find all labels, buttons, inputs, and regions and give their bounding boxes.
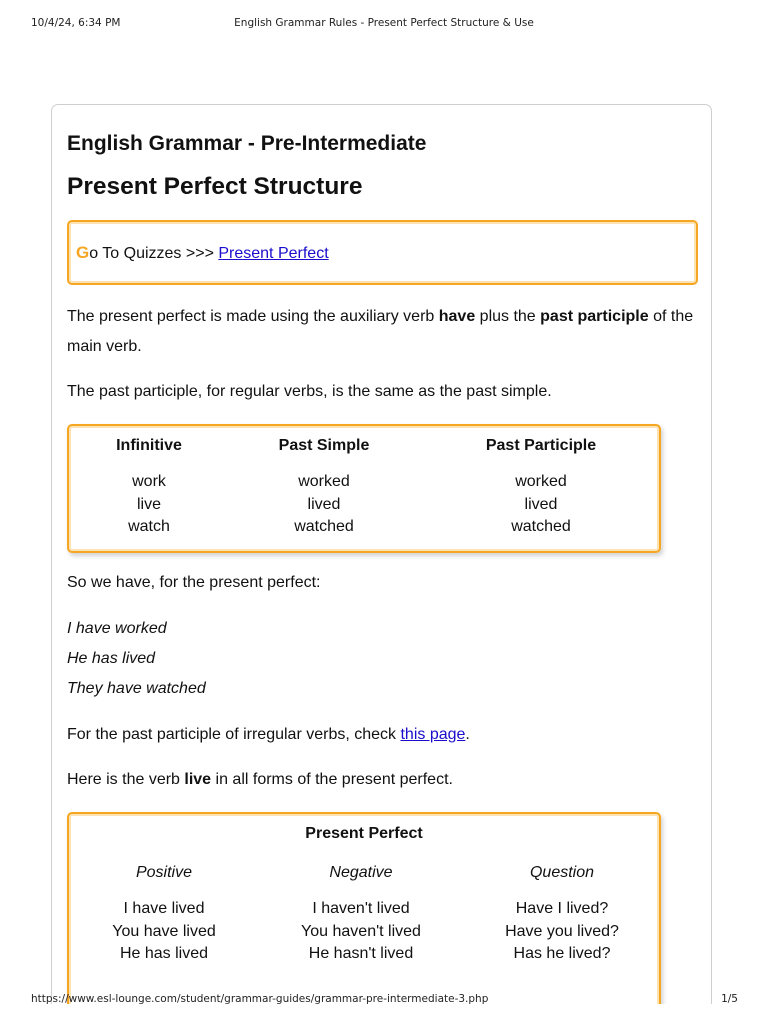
irregular-verbs-link[interactable]: this page bbox=[400, 726, 466, 743]
page-title: Present Perfect Structure bbox=[67, 173, 363, 200]
table-cell: He hasn't lived bbox=[308, 945, 414, 962]
print-page-number: 1/5 bbox=[721, 993, 738, 1005]
print-doc-title: English Grammar Rules - Present Perfect Structure & Use bbox=[234, 17, 534, 29]
live-forms-paragraph bbox=[67, 765, 699, 795]
intro-text-1: The present perfect is made using the auxiliary verb bbox=[67, 308, 439, 325]
table-cell: work bbox=[132, 473, 166, 490]
table-column-negative bbox=[266, 864, 456, 966]
example-sentence: I have worked bbox=[67, 620, 167, 637]
table-cell: I haven't lived bbox=[312, 900, 410, 917]
content-card bbox=[51, 104, 712, 1004]
table-cell: You haven't lived bbox=[301, 922, 421, 940]
example-sentence: He has lived bbox=[67, 650, 156, 667]
table-cell: watch bbox=[128, 518, 170, 535]
table-header-past-simple: Past Simple bbox=[278, 437, 370, 454]
table-header-past-participle: Past Participle bbox=[485, 437, 597, 454]
quiz-first-letter: G bbox=[76, 243, 90, 262]
table-column-past-participle bbox=[461, 437, 621, 539]
intro-text-3: of the main verb. bbox=[67, 308, 694, 355]
table-column-positive bbox=[79, 864, 249, 966]
table-cell: He has lived bbox=[119, 945, 209, 962]
table-cell: You have lived bbox=[112, 922, 216, 940]
table-column-infinitive bbox=[74, 437, 224, 539]
level-title: English Grammar - Pre-Intermediate bbox=[67, 132, 427, 155]
table-cell: Have I lived? bbox=[515, 900, 609, 917]
live-forms-text-end: in all forms of the present perfect. bbox=[211, 771, 453, 788]
table-header-question: Question bbox=[529, 864, 595, 881]
table-cell: watched bbox=[511, 518, 571, 535]
table-header-negative: Negative bbox=[329, 864, 393, 881]
table-cell: live bbox=[136, 495, 161, 513]
table-cell: I have lived bbox=[123, 900, 205, 917]
table-cell: worked bbox=[298, 473, 350, 490]
table-cell: lived bbox=[524, 495, 558, 513]
table-cell: Has he lived? bbox=[513, 945, 611, 962]
example-sentence: They have watched bbox=[67, 680, 206, 697]
quiz-callout bbox=[67, 220, 698, 285]
table-cell: worked bbox=[515, 473, 567, 490]
table-column-past-simple bbox=[249, 437, 399, 539]
present-perfect-table-title: Present Perfect bbox=[305, 825, 423, 842]
table-cell: lived bbox=[307, 495, 341, 513]
intro-text-2: plus the bbox=[475, 308, 541, 325]
table-header-infinitive: Infinitive bbox=[116, 437, 182, 454]
print-datetime: 10/4/24, 6:34 PM bbox=[31, 17, 121, 29]
live-forms-bold-live: live bbox=[184, 771, 212, 788]
table-header-positive: Positive bbox=[135, 864, 193, 881]
regular-verbs-paragraph: The past participle, for regular verbs, is the same as the past simple. bbox=[67, 383, 552, 400]
intro-paragraph bbox=[67, 302, 699, 362]
print-url: https://www.esl-lounge.com/student/grammar-guides/grammar-pre-intermediate-3.php bbox=[31, 993, 489, 1005]
verb-forms-table bbox=[67, 424, 661, 553]
so-we-have-paragraph: So we have, for the present perfect: bbox=[67, 574, 321, 591]
present-perfect-quiz-link[interactable]: Present Perfect bbox=[218, 245, 329, 262]
irregular-text-end: . bbox=[465, 726, 470, 743]
present-perfect-table bbox=[67, 812, 661, 1004]
table-column-question bbox=[472, 864, 652, 966]
table-cell: Have you lived? bbox=[505, 922, 619, 940]
irregular-text: For the past participle of irregular verbs, check bbox=[67, 726, 401, 743]
live-forms-text: Here is the verb bbox=[67, 771, 185, 788]
table-cell: watched bbox=[294, 518, 354, 535]
quiz-prefix: o To Quizzes >>> bbox=[89, 245, 219, 262]
irregular-verbs-paragraph bbox=[67, 720, 699, 750]
intro-bold-have: have bbox=[438, 308, 476, 325]
intro-bold-past-participle: past participle bbox=[540, 308, 649, 325]
